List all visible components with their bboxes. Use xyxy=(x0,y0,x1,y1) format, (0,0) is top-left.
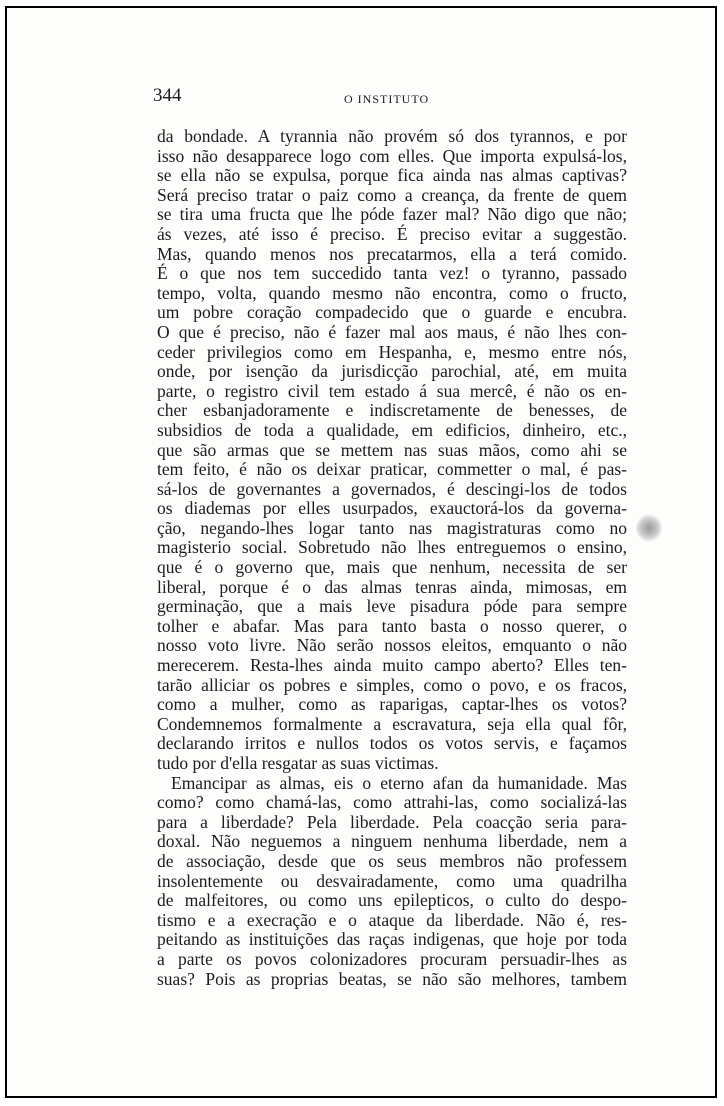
text-line: tismo e a execração e o ataque da liberdade. Não é, res- xyxy=(157,909,627,930)
text-line: tem feito, é não os deixar praticar, commetter o mal, é pas- xyxy=(157,459,627,480)
text-line: suas? Pois as proprias beatas, se não são melhores, tambem xyxy=(157,968,627,989)
text-line: como a mulher, como as raparigas, captar-lhes os votos? xyxy=(157,694,627,715)
text-line: da bondade. A tyrannia não provém só dos tyrannos, e por xyxy=(157,126,627,146)
text-line: declarando irritos e nullos todos os votos servis, e façamos xyxy=(157,733,627,754)
text-line: um pobre coração compadecido que o guarde e encubra. xyxy=(157,302,627,323)
text-line: peitando as instituições das raças indigenas, que hoje por toda xyxy=(157,929,627,950)
text-line: que é o governo que, mais que nenhum, necessita de ser xyxy=(157,557,627,578)
paragraph-end-line: tudo por d'ella resgatar as suas victimas. xyxy=(157,753,439,773)
text-line: merecerem. Resta-lhes ainda muito campo aberto? Elles ten- xyxy=(157,655,627,676)
text-line: parte, o registro civil tem estado á sua mercê, é não os en- xyxy=(157,380,627,401)
text-line: Condemnemos formalmente a escravatura, seja ella qual fôr, xyxy=(157,713,627,734)
text-line: subsidios de toda a qualidade, em edificios, dinheiro, etc., xyxy=(157,419,627,440)
text-line: O que é preciso, não é fazer mal aos maus, é não lhes con- xyxy=(157,321,627,342)
text-line: se ella não se expulsa, porque fica ainda nas almas captivas? xyxy=(157,165,627,186)
text-line: tempo, volta, quando mesmo não encontra, como o fructo, xyxy=(157,282,627,303)
text-line: a parte os povos colonizadores procuram persuadir-lhes as xyxy=(157,948,627,969)
text-line: para a liberdade? Pela liberdade. Pela coacção seria para- xyxy=(157,811,627,832)
text-line: de malfeitores, ou como uns epilepticos, o culto do despo- xyxy=(157,890,627,911)
text-line: Mas, quando menos nos precatarmos, ella a terá comido. xyxy=(157,243,627,264)
text-line: germinação, que a mais leve pisadura póde para sempre xyxy=(157,596,627,617)
text-line: ção, negando-lhes logar tanto nas magistraturas como no xyxy=(157,517,627,538)
text-line: sá-los de governantes a governados, é descingi-los de todos xyxy=(157,478,627,499)
text-line: que são armas que se mettem nas suas mãos, como ahi se xyxy=(157,439,627,460)
text-line: os diademas por elles usurpados, exauctorá-los da governa- xyxy=(157,498,627,519)
text-line: cher esbanjadoramente e indiscretamente de benesses, de xyxy=(157,400,627,421)
text-line: É o que nos tem succedido tanta vez! o tyranno, passado xyxy=(157,263,627,284)
text-line: se tira uma fructa que lhe póde fazer mal? Não digo que não; xyxy=(157,204,627,225)
text-line: Será preciso tratar o paiz como a creança, da frente de quem xyxy=(157,184,627,205)
body-text xyxy=(157,127,627,989)
text-line: ás vezes, até isso é preciso. É preciso evitar a suggestão. xyxy=(157,223,627,244)
text-line: magisterio social. Sobretudo não lhes entreguemos o ensino, xyxy=(157,537,627,558)
text-line: tolher e abafar. Mas para tanto basta o nosso querer, o xyxy=(157,615,627,636)
text-line: nosso voto livre. Não serão nossos eleitos, emquanto o não xyxy=(157,635,627,656)
text-line: insolentemente ou desvairadamente, como uma quadrilha xyxy=(157,870,627,891)
page-number: 344 xyxy=(153,85,182,106)
text-line: onde, por isenção da jurisdicção parochial, até, em muita xyxy=(157,361,627,382)
text-line: ceder privilegios como em Hespanha, e, mesmo entre nós, xyxy=(157,341,627,362)
paragraph-start-line: Emancipar as almas, eis o eterno afan da humanidade. Mas xyxy=(171,772,627,793)
text-line: de associação, desde que os seus membros não professem xyxy=(157,850,627,871)
text-line: como? como chamá-las, como attrahi-las, como socializá-las xyxy=(157,792,627,813)
text-line: liberal, porque é o das almas tenras ainda, mimosas, em xyxy=(157,576,627,597)
text-line: tarão alliciar os pobres e simples, como o povo, e os fracos, xyxy=(157,674,627,695)
ink-smudge xyxy=(636,514,662,542)
text-line: isso não desapparece logo com elles. Que importa expulsá-los, xyxy=(157,145,627,166)
text-line: doxal. Não neguemos a ninguem nenhuma liberdade, nem a xyxy=(157,831,627,852)
running-head: O INSTITUTO xyxy=(344,92,430,106)
